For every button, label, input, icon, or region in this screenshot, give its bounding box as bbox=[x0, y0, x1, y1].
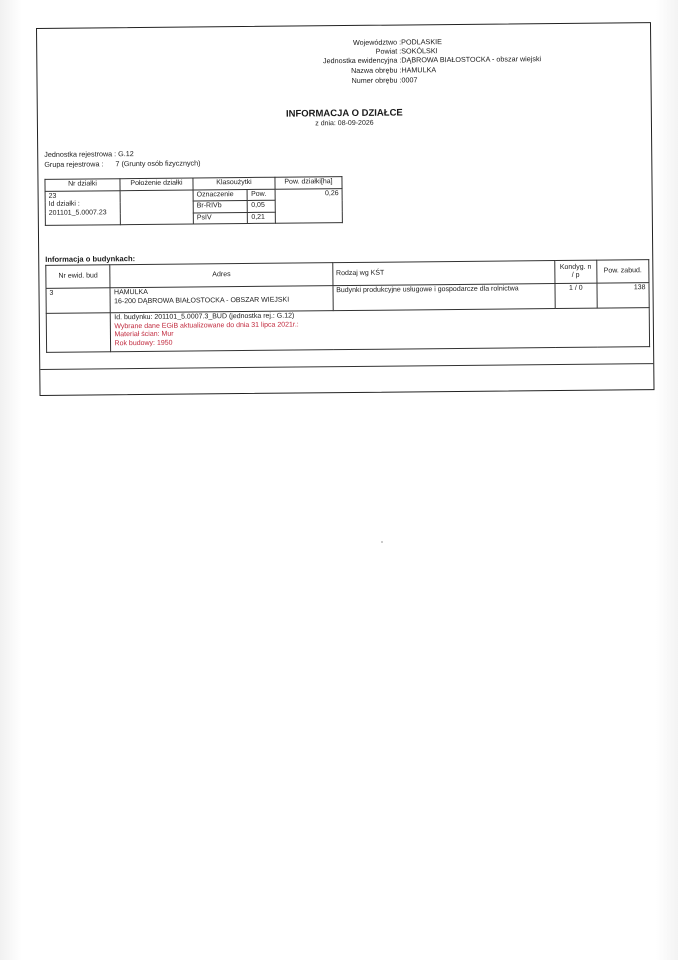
col-header-building-area: Pow. zabud. bbox=[597, 260, 649, 284]
scan-speck bbox=[381, 541, 383, 543]
col-header-location: Położenie działki bbox=[120, 178, 193, 190]
col-header-area: Pow. działki[ha] bbox=[275, 177, 342, 189]
parcel-table bbox=[44, 176, 342, 226]
header-label: Numer obrębu : bbox=[351, 75, 402, 85]
class-area: 0,21 bbox=[248, 212, 276, 224]
building-address-line2: 16-200 DĄBROWA BIAŁOSTOCKA - OBSZAR WIEJSKI bbox=[114, 296, 290, 305]
class-header-designation: Oznaczenie bbox=[193, 189, 248, 201]
document-title: INFORMACJA O DZIAŁCE bbox=[285, 107, 403, 120]
building-area: 138 bbox=[597, 283, 649, 309]
class-designation: Br-RIVb bbox=[193, 200, 248, 212]
buildings-table bbox=[45, 259, 650, 353]
parcel-nr: 23 bbox=[48, 192, 57, 200]
building-address-cell bbox=[110, 286, 332, 313]
registry-unit-value: G.12 bbox=[118, 149, 134, 159]
col-header-nr: Nr działki bbox=[45, 179, 120, 191]
header-value: PODLASKIE bbox=[401, 37, 442, 47]
registry-group-value: 7 (Grunty osób fizycznych) bbox=[115, 158, 201, 169]
parcel-area: 0,26 bbox=[275, 188, 342, 223]
building-nr: 3 bbox=[46, 288, 111, 314]
col-header-building-nr: Nr ewid. bud bbox=[46, 265, 111, 289]
buildings-section-title: Informacja o budynkach: bbox=[45, 254, 136, 264]
document-date: z dnia: 08-09-2026 bbox=[315, 119, 374, 128]
col-header-type: Rodzaj wg KŚT bbox=[332, 261, 554, 286]
col-header-classes: Klasoużytki bbox=[193, 177, 275, 189]
building-egib-note: Wybrane dane EGiB aktualizowane do dnia 31 lipca 2021r.: bbox=[114, 320, 299, 330]
parcel-nr-cell bbox=[45, 190, 120, 225]
class-designation: PsIV bbox=[193, 212, 248, 224]
registry-unit-label: Jednostka rejestrowa : bbox=[44, 149, 117, 159]
registry-group-label: Grupa rejestrowa : bbox=[44, 159, 104, 169]
class-header-area: Pow. bbox=[248, 189, 276, 201]
registry-unit bbox=[44, 149, 134, 159]
building-type: Budynki produkcyjne usługowe i gospodarcze dla rolnictwa bbox=[333, 284, 555, 311]
building-details-cell bbox=[111, 308, 650, 352]
header-label: Województwo : bbox=[352, 37, 402, 47]
header-value: DĄBROWA BIAŁOSTOCKA - obszar wiejski bbox=[401, 54, 542, 65]
building-material: Materiał ścian: Mur bbox=[114, 330, 174, 339]
header-label: Jednostka ewidencyjna : bbox=[322, 55, 402, 66]
building-year: Rok budowy: 1950 bbox=[114, 339, 173, 347]
header-value: SOKÓLSKI bbox=[401, 46, 438, 56]
bottom-divider bbox=[40, 363, 653, 370]
document-frame bbox=[36, 22, 655, 396]
class-area: 0,05 bbox=[248, 200, 276, 212]
building-details-empty bbox=[46, 313, 111, 353]
col-header-address: Adres bbox=[110, 263, 332, 288]
header-label: Nazwa obrębu : bbox=[351, 65, 402, 75]
building-id-line: Id. budynku: 201101_5.0007.3_BUD (jednostka rej.: G.12) bbox=[114, 312, 295, 322]
col-header-floors: Kondyg. n / p bbox=[555, 260, 597, 283]
parcel-location-cell bbox=[120, 189, 193, 224]
building-address-line1: HAMULKA bbox=[113, 288, 148, 297]
registry-group bbox=[44, 158, 200, 168]
parcel-id-label: Id działki : bbox=[48, 200, 80, 208]
header-label: Powiat : bbox=[375, 46, 402, 56]
header-value: HAMULKA bbox=[401, 65, 437, 75]
parcel-id-value: 201101_5.0007.23 bbox=[48, 208, 107, 217]
header-value: 0007 bbox=[401, 75, 418, 85]
building-floors: 1 / 0 bbox=[555, 283, 597, 308]
